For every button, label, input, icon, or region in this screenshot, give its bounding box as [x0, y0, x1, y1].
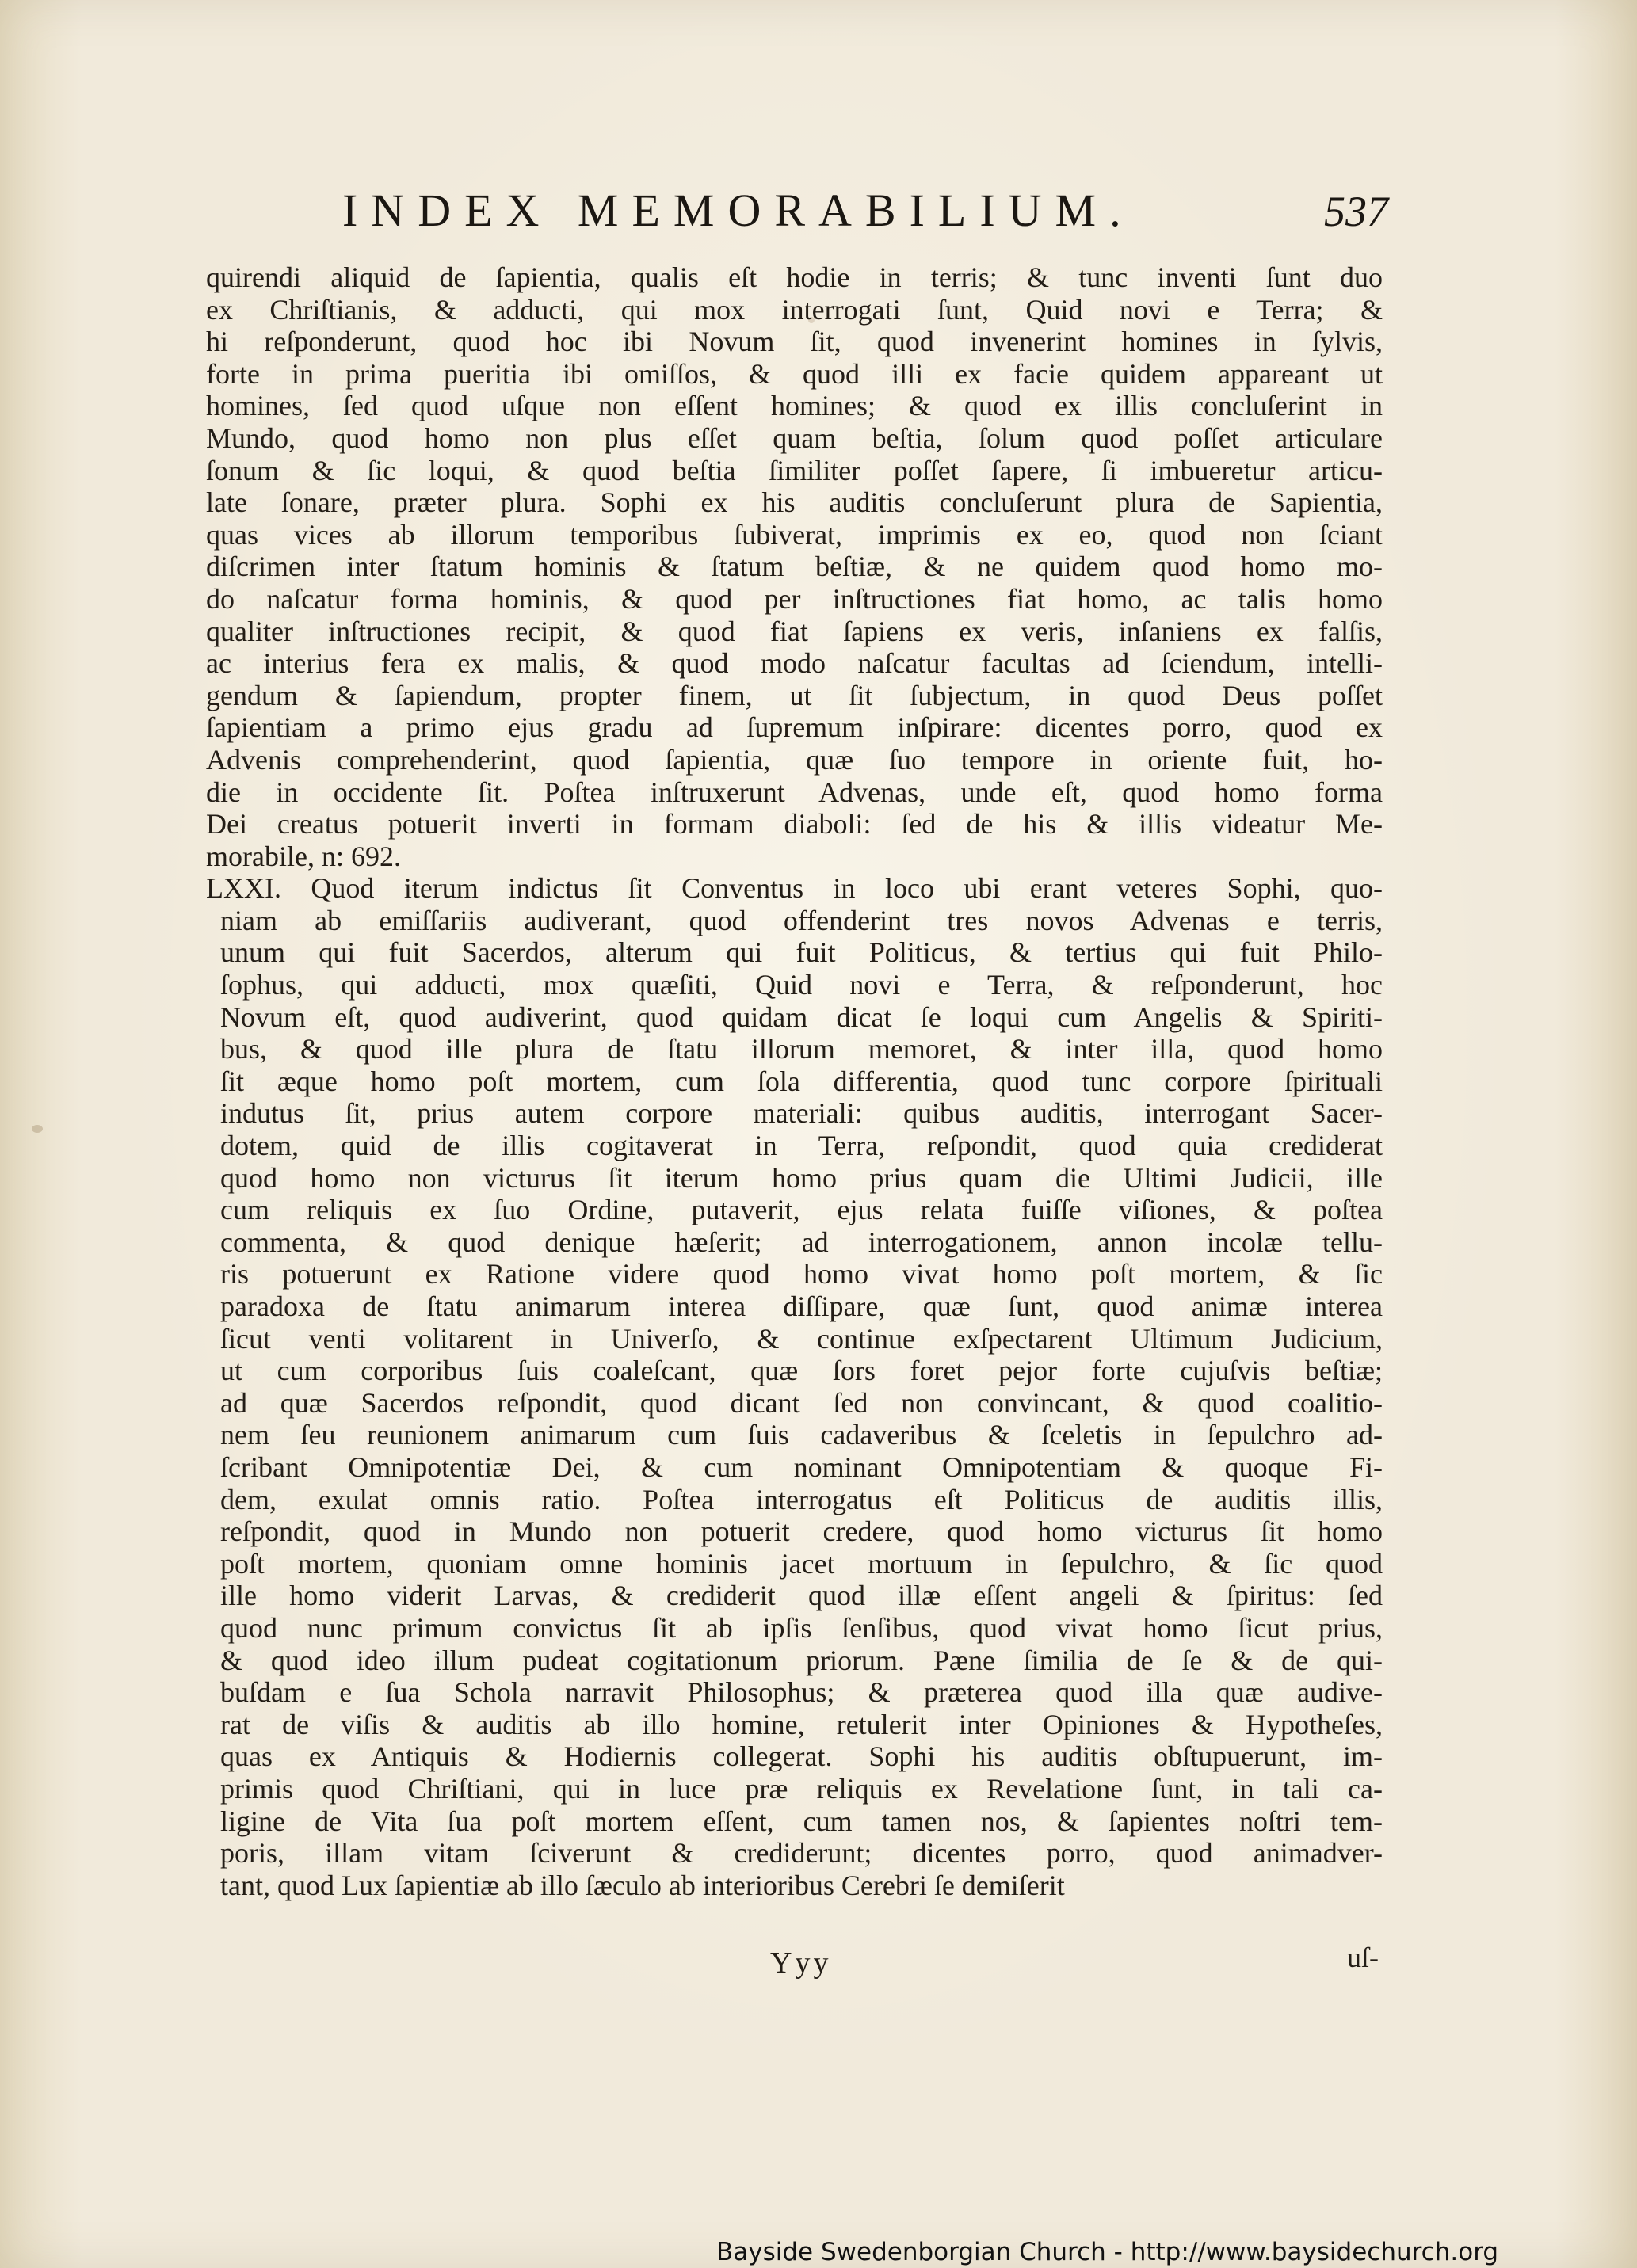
paper-stain [32, 1125, 43, 1133]
text-line: quirendi aliquid de ſapientia, qualis eſt hodie in terris; & tunc inventi ſunt duo [206, 261, 1383, 293]
text-line: bus, & quod ille plura de ſtatu illorum memoret, & inter illa, quod homo [220, 1033, 1383, 1065]
text-line: Dei creatus potuerit inverti in formam diaboli: ſed de his & illis videatur Me- [206, 808, 1383, 840]
site-watermark: Bayside Swedenborgian Church - http://www.baysidechurch.org [716, 2238, 1499, 2266]
text-line: do naſcatur forma hominis, & quod per inſtructiones fiat homo, ac talis homo [206, 582, 1383, 615]
text-line: unum qui fuit Sacerdos, alterum qui fuit Politicus, & tertius qui fuit Philo- [220, 936, 1383, 969]
text-line: & quod ideo illum pudeat cogitationum priorum. Pæne ſimilia de ſe & de qui- [220, 1644, 1383, 1676]
text-line: ac interius fera ex malis, & quod modo naſcatur facultas ad ſciendum, intelli- [206, 647, 1383, 680]
text-line: Mundo, quod homo non plus eſſet quam beſtia, ſolum quod poſſet articulare [206, 421, 1383, 454]
text-line: die in occidente ſit. Poſtea inſtruxerunt Advenas, unde eſt, quod homo forma [206, 776, 1383, 808]
text-line: hi reſponderunt, quod hoc ibi Novum ſit, quod invenerint homines in ſylvis, [206, 326, 1383, 358]
text-line: ris potuerunt ex Ratione videre quod homo vivat homo poſt mortem, & ſic [220, 1258, 1383, 1290]
text-line: morabile, n: 692. [206, 840, 401, 872]
text-line: qualiter inſtructiones recipit, & quod fiat ſapiens ex veris, inſaniens ex falſis, [206, 615, 1383, 647]
running-header [342, 184, 1388, 247]
text-line: ex Chriſtianis, & adducti, qui mox interrogati ſunt, Quid novi e Terra; & [206, 293, 1383, 326]
text-line: ad quæ Sacerdos reſpondit, quod dicant ſed non convincant, & quod coalitio- [220, 1386, 1383, 1419]
text-line: poris, illam vitam ſciverunt & crediderunt; dicentes porro, quod animadver- [220, 1837, 1383, 1870]
text-line: Advenis comprehenderint, quod ſapientia, quæ ſuo tempore in oriente fuit, ho- [206, 743, 1383, 776]
text-line: dotem, quid de illis cogitaverat in Terra, reſpondit, quod quia crediderat [220, 1130, 1383, 1162]
text-line: forte in prima pueritia ibi omiſſos, & quod illi ex facie quidem appareant ut [206, 357, 1383, 390]
text-line: quod nunc primum convictus ſit ab ipſis ſenſibus, quod vivat homo ſicut prius, [220, 1611, 1383, 1644]
text-line: commenta, & quod denique hæſerit; ad interrogationem, annon incolæ tellu- [220, 1225, 1383, 1258]
text-line: quas vices ab illorum temporibus ſubiverat, imprimis ex eo, quod non ſciant [206, 518, 1383, 551]
text-line: reſpondit, quod in Mundo non potuerit credere, quod homo victurus ſit homo [220, 1515, 1383, 1548]
text-line: rat de viſis & auditis ab illo homine, retulerit inter Opiniones & Hypotheſes, [220, 1708, 1383, 1740]
text-line: ſcribant Omnipotentiæ Dei, & cum nominant Omnipotentiam & quoque Fi- [220, 1450, 1383, 1483]
text-line: buſdam e ſua Schola narravit Philosophus; & præterea quod illa quæ audive- [220, 1676, 1383, 1709]
text-line: LXXI. Quod iterum indictus ſit Conventus in loco ubi erant veteres Sophi, quo- [206, 872, 1383, 905]
text-line: dem, exulat omnis ratio. Poſtea interrogatus eſt Politicus de auditis illis, [220, 1483, 1383, 1515]
text-line: cum reliquis ex ſuo Ordine, putaverit, ejus relata fuiſſe viſiones, & poſtea [220, 1194, 1383, 1226]
text-line: quas ex Antiquis & Hodiernis collegerat. Sophi his auditis obſtupuerunt, im- [220, 1740, 1383, 1773]
text-line: primis quod Chriſtiani, qui in luce præ reliquis ex Revelatione ſunt, in tali ca- [220, 1772, 1383, 1805]
text-line: homines, ſed quod uſque non eſſent homines; & quod ex illis concluſerint in [206, 390, 1383, 422]
text-line: paradoxa de ſtatu animarum interea diſſipare, quæ ſunt, quod animæ interea [220, 1290, 1383, 1322]
signature-mark: Yyy [770, 1946, 832, 1980]
text-line: tant, quod Lux ſapientiæ ab illo ſæculo ab interioribus Cerebri ſe demiſerit [220, 1869, 1065, 1901]
text-line: niam ab emiſſariis audiverant, quod offenderint tres novos Advenas e terris, [220, 904, 1383, 936]
text-line: poſt mortem, quoniam omne hominis jacet mortuum in ſepulchro, & ſic quod [220, 1547, 1383, 1580]
catchword: uſ- [1347, 1942, 1379, 1973]
text-line: indutus ſit, prius autem corpore materiali: quibus auditis, interrogant Sacer- [220, 1097, 1383, 1130]
text-line: gendum & ſapiendum, propter finem, ut ſit ſubjectum, in quod Deus poſſet [206, 679, 1383, 711]
text-line: ille homo viderit Larvas, & crediderit quod illæ eſſent angeli & ſpiritus: ſed [220, 1580, 1383, 1612]
text-line: ſonum & ſic loqui, & quod beſtia ſimiliter poſſet ſapere, ſi imbueretur articu- [206, 454, 1383, 486]
body-text [206, 261, 1383, 1901]
text-line: ut cum corporibus ſuis coaleſcant, quæ ſors foret pejor forte cujuſvis beſtiæ; [220, 1355, 1383, 1387]
text-line: Novum eſt, quod audiverint, quod quidam dicat ſe loqui cum Angelis & Spiriti- [220, 1001, 1383, 1033]
text-line: quod homo non victurus ſit iterum homo prius quam die Ultimi Judicii, ille [220, 1161, 1383, 1194]
page-number: 537 [1324, 188, 1388, 235]
text-line: diſcrimen inter ſtatum hominis & ſtatum beſtiæ, & ne quidem quod homo mo- [206, 551, 1383, 583]
text-line: ſophus, qui adducti, mox quæſiti, Quid novi e Terra, & reſponderunt, hoc [220, 969, 1383, 1001]
text-line: nem ſeu reunionem animarum cum ſuis cadaveribus & ſceletis in ſepulchro ad- [220, 1419, 1383, 1451]
text-line: late ſonare, præter plura. Sophi ex his auditis concluſerunt plura de Sapientia, [206, 486, 1383, 519]
text-line: ſit æque homo poſt mortem, cum ſola differentia, quod tunc corpore ſpirituali [220, 1065, 1383, 1097]
text-line: ligine de Vita ſua poſt mortem eſſent, cum tamen nos, & ſapientes noſtri tem- [220, 1805, 1383, 1837]
running-title: INDEX MEMORABILIUM. [342, 185, 1135, 236]
text-line: ſapientiam a primo ejus gradu ad ſupremum inſpirare: dicentes porro, quod ex [206, 711, 1383, 744]
text-line: ſicut venti volitarent in Univerſo, & continue exſpectarent Ultimum Judicium, [220, 1322, 1383, 1355]
